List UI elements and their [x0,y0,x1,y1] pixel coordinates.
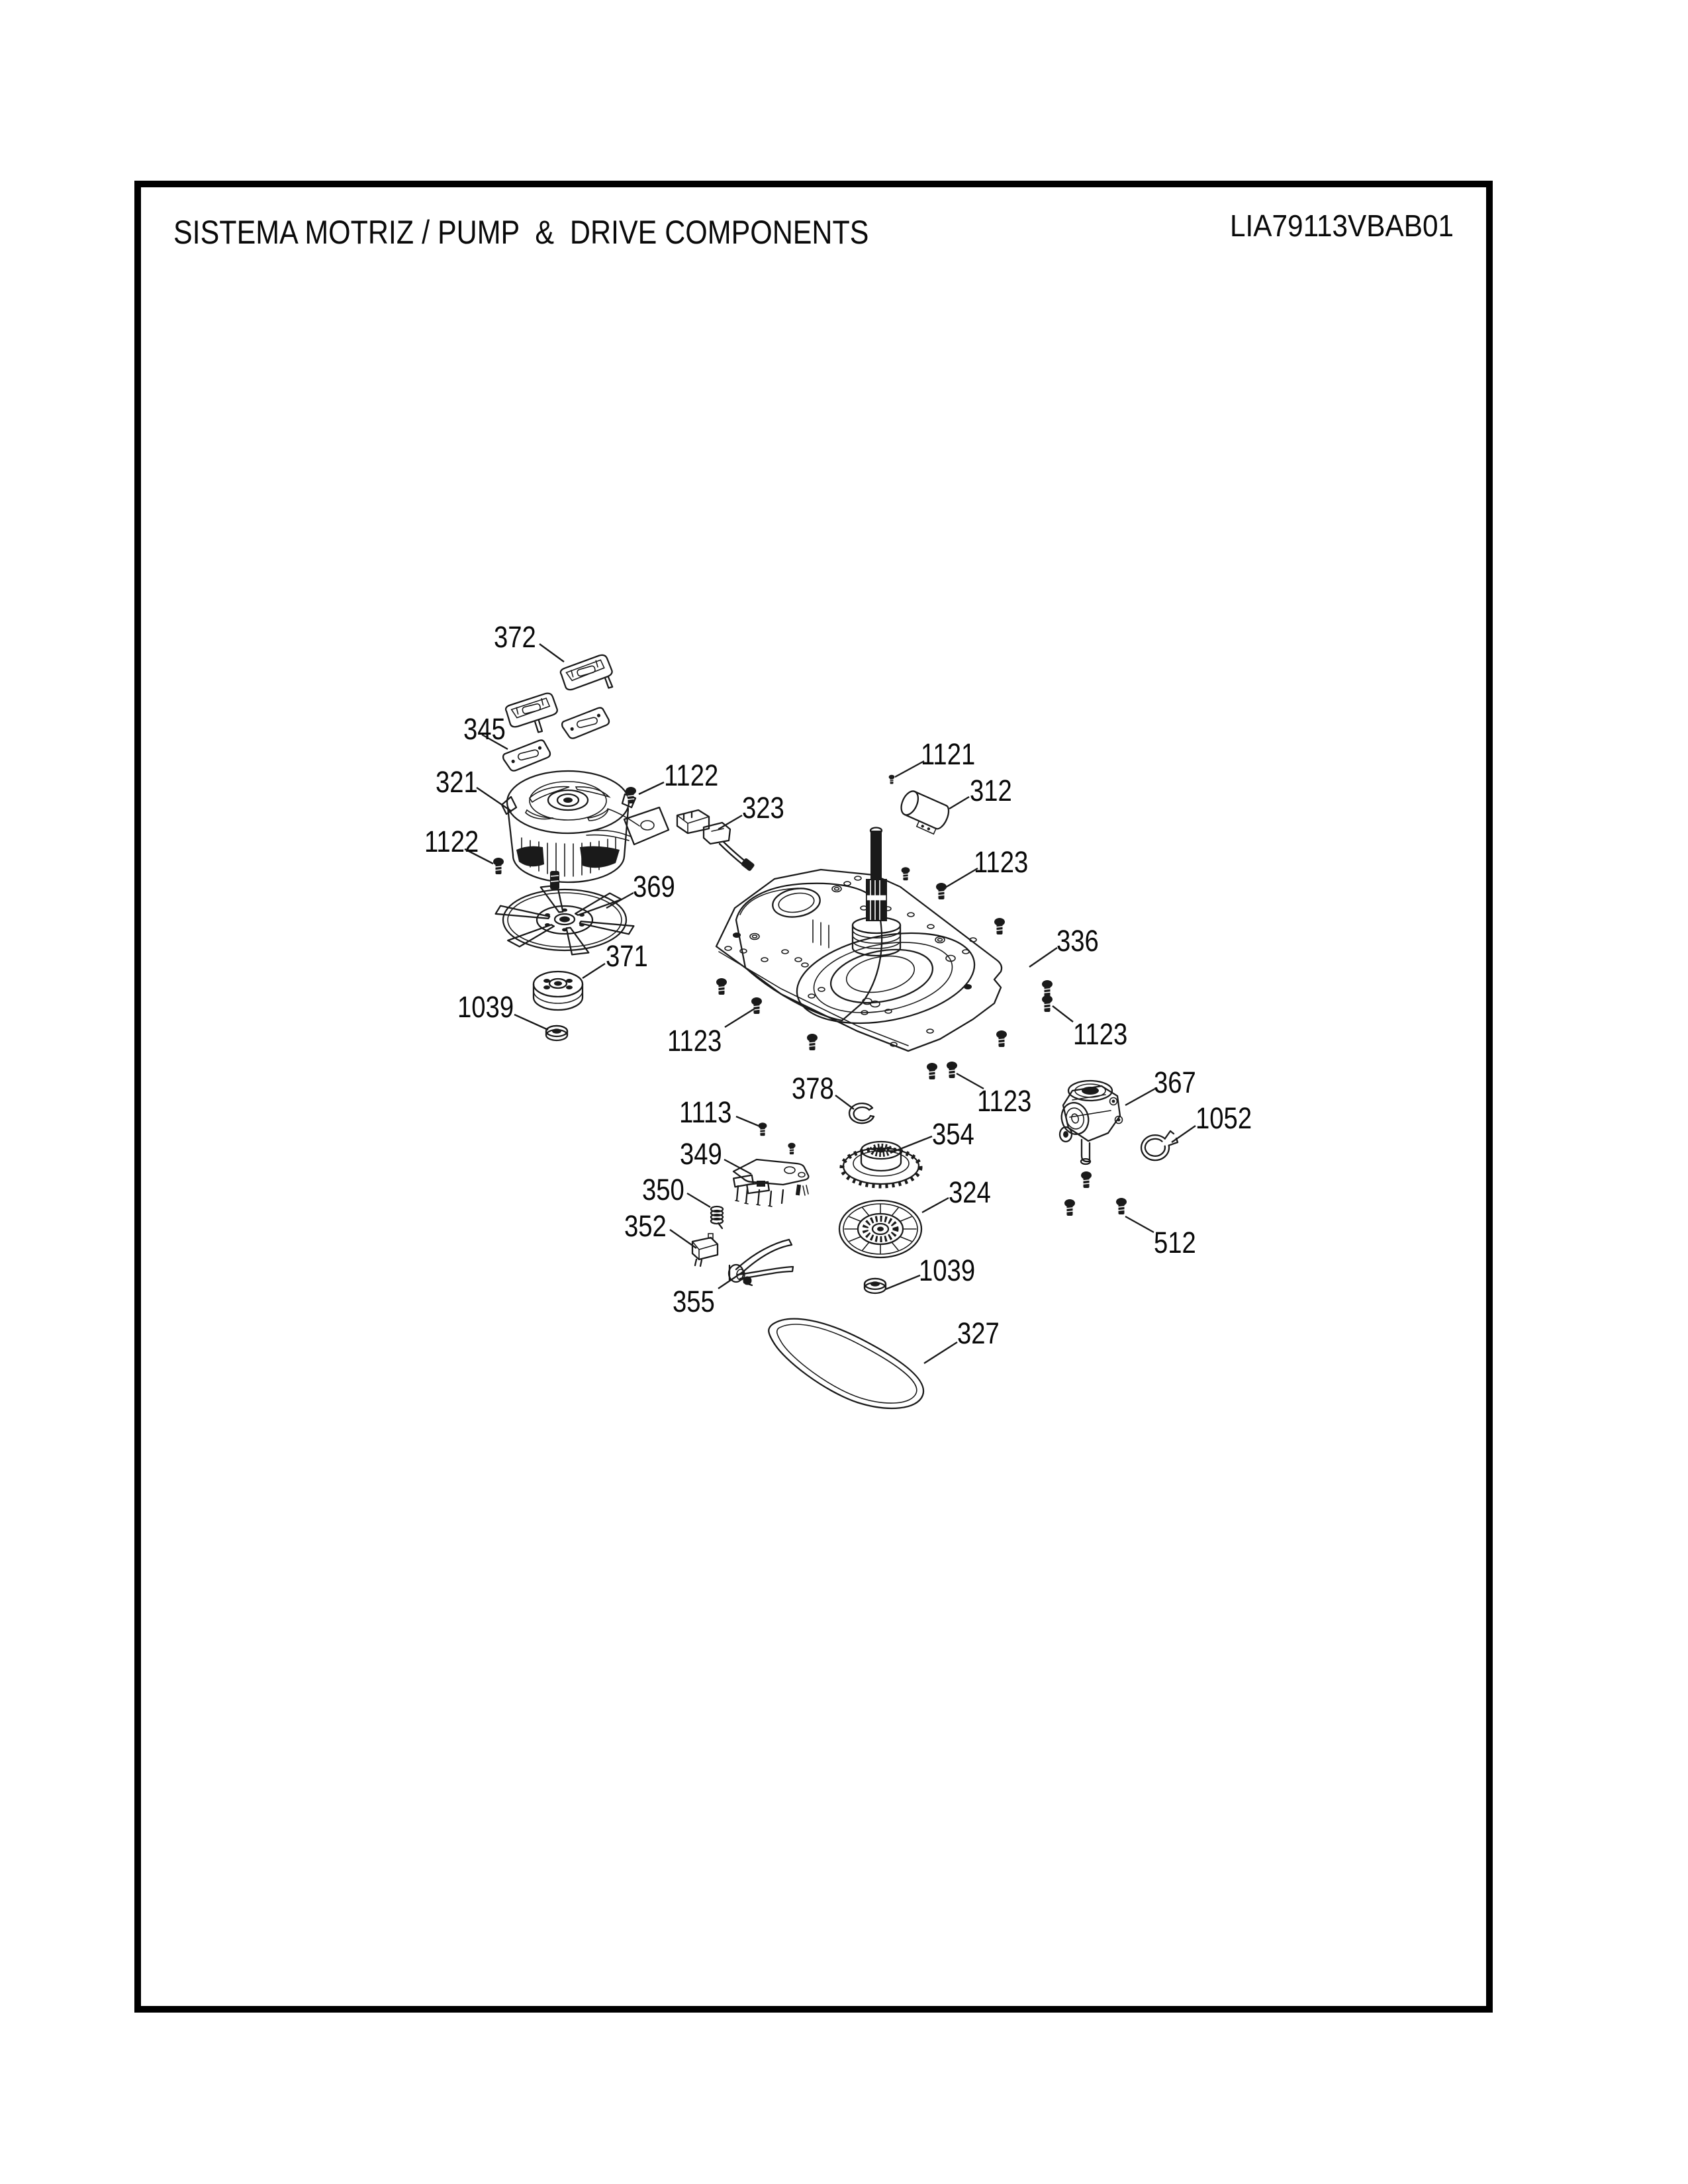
part-callout-345: 345 [463,712,506,746]
part-callout-1113: 1113 [679,1095,732,1129]
leader-line-371 [583,964,605,978]
leader-line-1123 [1053,1006,1073,1022]
part-callout-336: 336 [1056,924,1099,958]
leader-line-352 [670,1230,696,1248]
leader-line-323 [718,815,742,829]
part-callout-1039: 1039 [457,990,514,1024]
leader-line-327 [924,1342,957,1363]
leader-line-1122 [639,782,664,794]
leader-line-1113 [736,1116,760,1126]
leader-line-367 [1125,1089,1155,1105]
part-callout-352: 352 [624,1209,667,1243]
part-callout-1123: 1123 [977,1084,1032,1118]
leader-line-354 [890,1136,932,1153]
part-callout-312: 312 [970,774,1012,807]
part-callout-327: 327 [957,1316,1000,1350]
document-number: LIA79113VBAB01 [1230,208,1454,243]
part-callout-321: 321 [436,765,478,799]
part-callout-1123: 1123 [1073,1017,1128,1051]
leader-line-1123 [945,868,978,887]
part-callout-512: 512 [1154,1226,1196,1259]
leader-line-350 [687,1193,710,1207]
part-callout-1123: 1123 [667,1024,722,1058]
leader-line-355 [718,1271,745,1289]
part-callout-1122: 1122 [664,758,719,792]
part-callout-350: 350 [642,1173,684,1206]
leader-line-336 [1029,948,1057,967]
part-callout-371: 371 [606,939,648,973]
part-callout-378: 378 [792,1071,834,1105]
part-callout-354: 354 [932,1117,974,1151]
page-title: SISTEMA MOTRIZ / PUMP & DRIVE COMPONENTS [173,214,869,251]
part-callout-367: 367 [1154,1066,1196,1099]
part-callout-324: 324 [949,1175,991,1209]
part-callout-1039: 1039 [919,1253,976,1287]
leader-line-1039 [514,1015,548,1030]
leader-line-324 [922,1198,949,1212]
leader-line-369 [606,893,633,908]
part-callout-1123: 1123 [974,845,1029,879]
part-callout-1052: 1052 [1196,1101,1252,1135]
part-callout-1122: 1122 [424,825,479,858]
part-callout-1121: 1121 [921,737,976,771]
part-callout-369: 369 [633,870,675,903]
leader-line-512 [1125,1216,1154,1232]
leader-line-312 [949,797,969,809]
leader-line-378 [835,1095,854,1109]
leader-line-1039 [886,1275,920,1289]
leader-line-1052 [1172,1126,1196,1142]
leader-line-372 [539,644,564,662]
leader-line-1123 [725,1009,755,1027]
leader-line-321 [477,788,512,811]
leader-line-349 [724,1160,751,1174]
leader-line-1121 [895,761,924,777]
part-callout-323: 323 [742,791,784,825]
part-callout-372: 372 [494,620,536,654]
part-callout-349: 349 [680,1137,722,1171]
part-callout-355: 355 [673,1285,715,1318]
